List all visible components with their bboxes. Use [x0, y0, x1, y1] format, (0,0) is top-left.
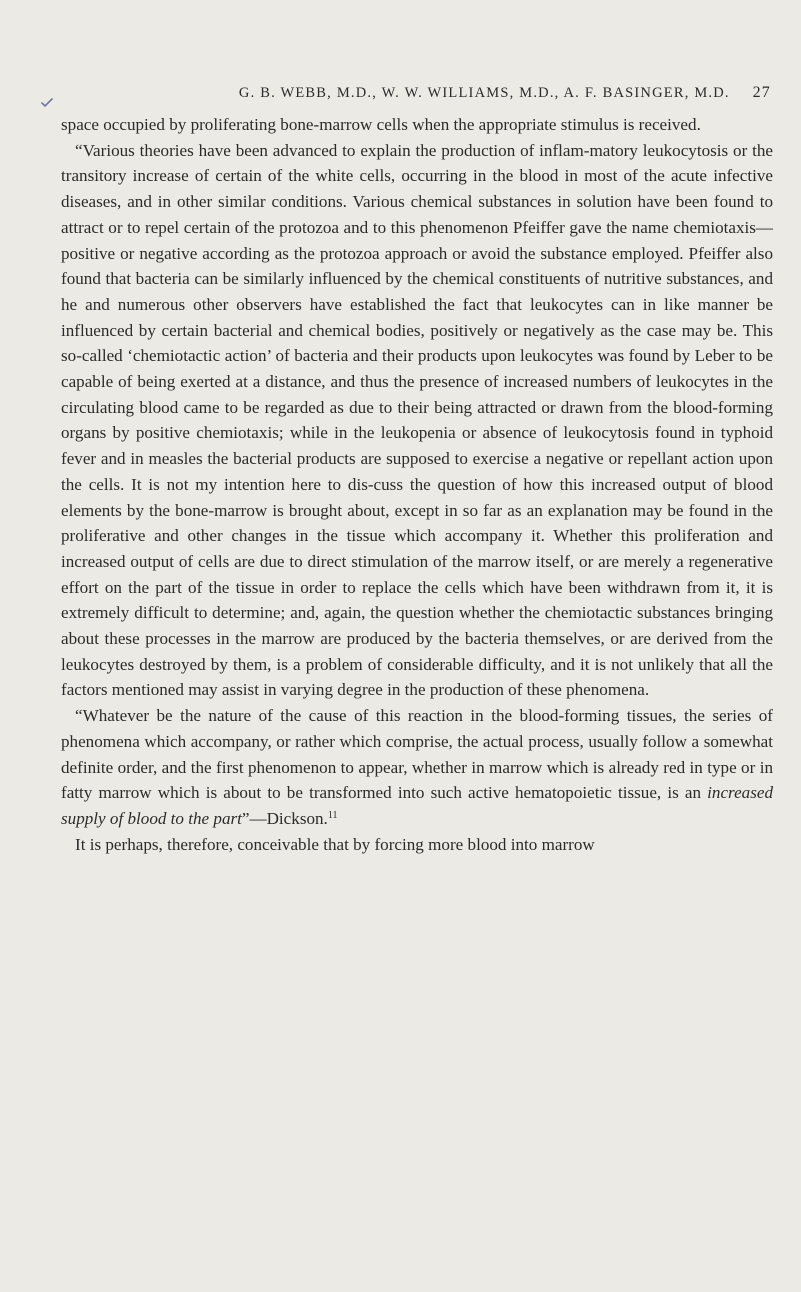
header-authors: G. B. WEBB, M.D., W. W. WILLIAMS, M.D., A. F. BASINGER, M.D.: [238, 85, 730, 101]
quote-text: “Whatever be the nature of the cause of this reaction in the blood-forming tissues, the series of phenomena which accompany, or rather which comprise, the actual process, usually follow a somewhat definite order, and the first phenomenon to appear, whether in marrow which is already red in type or in fatty marrow which is about to be transformed into such active hematopoietic tissue, is an: [61, 706, 773, 803]
footnote-marker: 11: [327, 809, 338, 821]
paragraph-quote-dickson: [61, 703, 773, 832]
page-number: 27: [752, 84, 771, 101]
document-page: [61, 84, 773, 857]
running-header: [61, 84, 773, 114]
pencil-tick-mark: [41, 98, 53, 108]
paragraph-conclusion: It is perhaps, therefore, conceivable that by forcing more blood into marrow: [75, 834, 595, 854]
paragraph-quote-theories: “Various theories have been advanced to explain the production of inflam-matory leukocytosis or the transitory increase of certain of the white cells, occurring in the blood in most of the acute infective diseases, and in other similar conditions. Various chemical substances in solution have been found to attract or to repel certain of the protozoa and to this phenomenon Pfeiffer gave the name chemiotaxis—positive or negative according as the protozoa approach or avoid the substance employed. Pfeiffer also found that bacteria can be similarly influenced by the chemical constituents of nutritive substances, and he and numerous other observers have established the fact that leukocytes can in like manner be influenced by certain bacterial and chemical bodies, positively or negatively as the case may be. This so-called ‘chemiotactic action’ of bacteria and their products upon leukocytes was found by Leber to be capable of being exerted at a distance, and thus the presence of increased numbers of leukocytes in the circulating blood came to be regarded as due to their being attracted or drawn from the blood-forming organs by positive chemiotaxis; while in the leukopenia or absence of leukocytosis found in typhoid fever and in measles the bacterial products are supposed to exercise a negative or repellant action upon the cells. It is not my intention here to dis-cuss the question of how this increased output of blood elements by the bone-marrow is brought about, except in so far as an explanation may be found in the proliferative and other changes in the tissue which accompany it. Whether this proliferation and increased output of cells are due to direct stimulation of the marrow itself, or are merely a regenerative effort on the part of the tissue in order to replace the cells which have been withdrawn from it, it is extremely difficult to determine; and, again, the question whether the chemiotactic substances bringing about these processes in the marrow are produced by the bacteria themselves, or are derived from the leukocytes destroyed by them, is a problem of considerable difficulty, and it is not unlikely that all the factors mentioned may assist in varying degree in the production of these phenomena.: [61, 140, 773, 700]
paragraph-continuation: space occupied by proliferating bone-marrow cells when the appropriate stimulus is received.: [61, 115, 701, 134]
emphasized-phrase: increased supply of blood to the part: [61, 783, 773, 828]
quote-attribution: ”—Dickson.: [241, 808, 328, 828]
body-text: [61, 112, 773, 857]
